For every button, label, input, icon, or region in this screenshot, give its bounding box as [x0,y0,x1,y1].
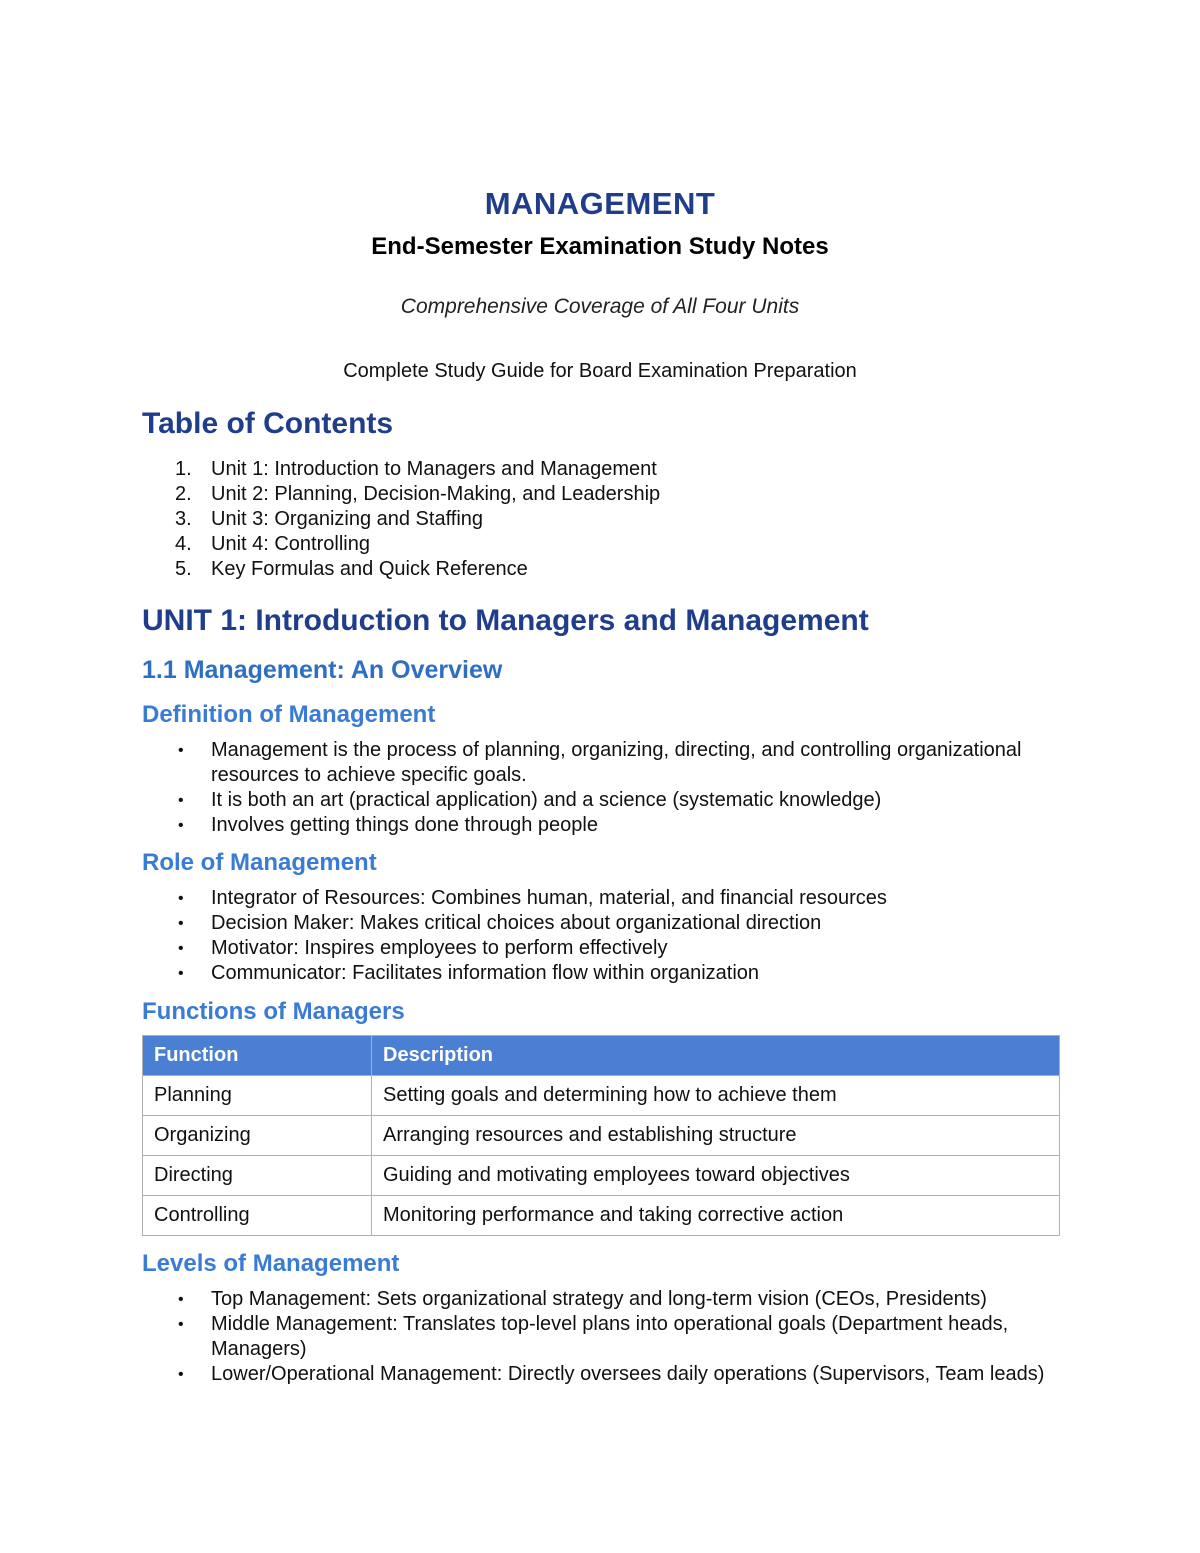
toc-item-number: 2. [175,483,192,505]
toc-item [142,482,1061,507]
table-cell: Guiding and motivating employees toward objectives [372,1156,1060,1196]
list-item-text: Communicator: Facilitates information flow within organization [211,962,760,984]
list-item [142,1287,1061,1312]
table-cell: Planning [143,1076,372,1116]
document-title: MANAGEMENT [484,186,716,221]
list-item [142,911,1061,936]
bullet-icon: • [178,1316,184,1333]
list-item-text: Middle Management: Translates top-level plans into operational goals (Department heads, Managers) [211,1313,1009,1360]
list-item [142,738,1061,788]
bullet-icon: • [178,817,184,834]
list-item [142,886,1061,911]
bullet-icon: • [178,890,184,907]
toc-item-label: Unit 4: Controlling [211,533,370,555]
bullet-icon: • [178,965,184,982]
list-item [142,961,1061,986]
levels-heading: Levels of Management [142,1250,400,1277]
column-header-function: Function [143,1036,372,1076]
document-guide-line: Complete Study Guide for Board Examination Preparation [343,360,857,382]
definition-list [142,738,1061,838]
toc-list [142,457,1061,582]
bullet-icon: • [178,1366,184,1383]
table-cell: Organizing [143,1116,372,1156]
toc-item-number: 1. [175,458,192,480]
toc-item [142,532,1061,557]
table-row [143,1116,1060,1156]
list-item [142,1312,1061,1362]
role-heading: Role of Management [142,849,377,876]
toc-item [142,557,1061,582]
table-row [143,1156,1060,1196]
functions-heading: Functions of Managers [142,998,405,1025]
definition-heading: Definition of Management [142,701,436,728]
document-subtitle: End-Semester Examination Study Notes [371,233,829,260]
unit-1-heading: UNIT 1: Introduction to Managers and Management [142,604,869,637]
section-1-1-heading: 1.1 Management: An Overview [142,656,503,684]
role-list [142,886,1061,986]
list-item [142,936,1061,961]
table-cell: Controlling [143,1196,372,1236]
table-cell: Monitoring performance and taking corrective action [372,1196,1060,1236]
table-row [143,1196,1060,1236]
list-item [142,788,1061,813]
bullet-icon: • [178,742,184,759]
list-item-text: Involves getting things done through people [211,814,598,836]
list-item-text: Lower/Operational Management: Directly oversees daily operations (Supervisors, Team leads) [211,1363,1045,1385]
toc-heading: Table of Contents [142,407,394,440]
toc-item-label: Unit 1: Introduction to Managers and Management [211,458,657,480]
list-item-text: It is both an art (practical application) and a science (systematic knowledge) [211,789,882,811]
levels-list [142,1287,1061,1387]
list-item-text: Management is the process of planning, organizing, directing, and controlling organizational resources to achieve specific goals. [211,739,1022,786]
list-item-text: Decision Maker: Makes critical choices about organizational direction [211,912,822,934]
bullet-icon: • [178,792,184,809]
column-header-description: Description [372,1036,1060,1076]
table-header-row [143,1036,1060,1076]
list-item [142,813,1061,838]
list-item-text: Integrator of Resources: Combines human, material, and financial resources [211,887,887,909]
document-tagline: Comprehensive Coverage of All Four Units [400,295,800,318]
toc-item-number: 5. [175,558,192,580]
list-item [142,1362,1061,1387]
table-cell: Setting goals and determining how to achieve them [372,1076,1060,1116]
toc-item [142,507,1061,532]
toc-item-number: 3. [175,508,192,530]
toc-item [142,457,1061,482]
functions-table [142,1035,1060,1236]
bullet-icon: • [178,940,184,957]
bullet-icon: • [178,1291,184,1308]
bullet-icon: • [178,915,184,932]
toc-item-label: Key Formulas and Quick Reference [211,558,528,580]
table-row [143,1076,1060,1116]
list-item-text: Motivator: Inspires employees to perform effectively [211,937,668,959]
table-cell: Arranging resources and establishing structure [372,1116,1060,1156]
toc-item-label: Unit 2: Planning, Decision-Making, and Leadership [211,483,661,505]
list-item-text: Top Management: Sets organizational strategy and long-term vision (CEOs, Presidents) [211,1288,987,1310]
table-cell: Directing [143,1156,372,1196]
toc-item-number: 4. [175,533,192,555]
toc-item-label: Unit 3: Organizing and Staffing [211,508,484,530]
